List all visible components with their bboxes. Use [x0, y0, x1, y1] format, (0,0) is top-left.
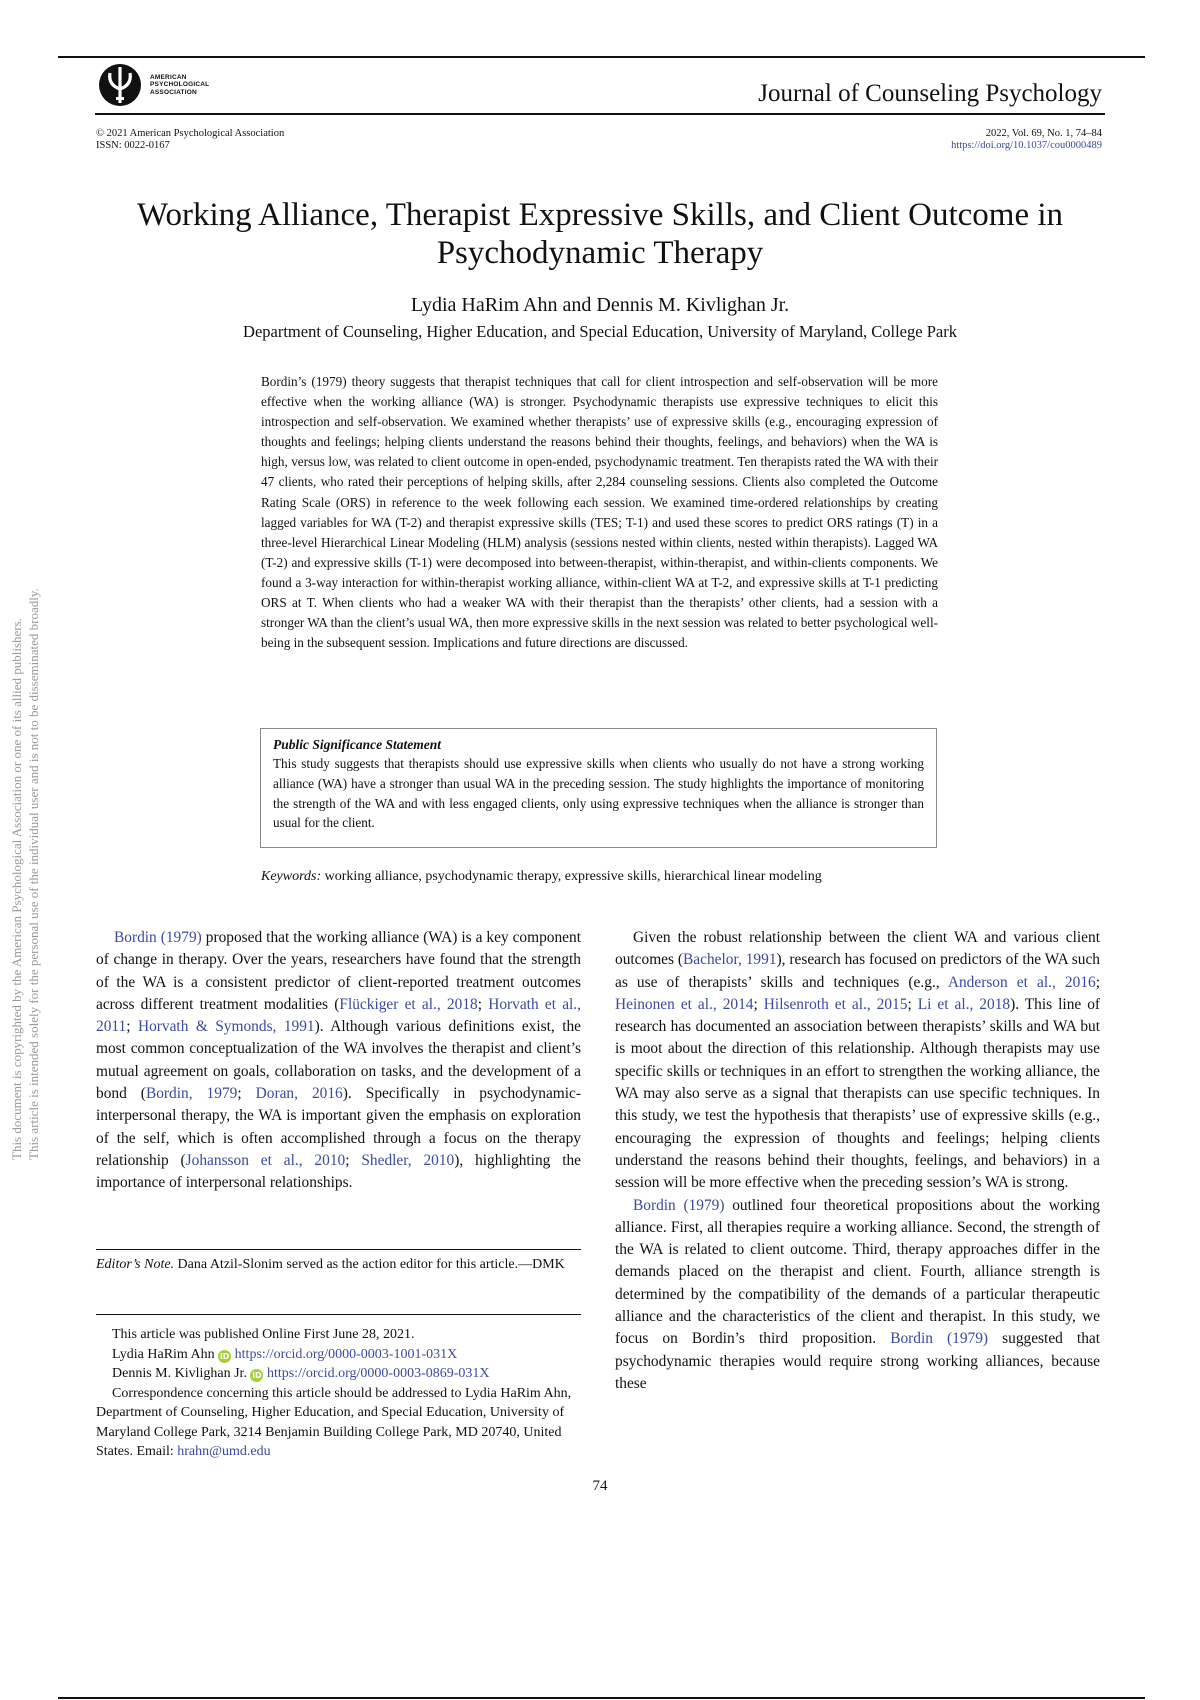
page-number: 74 — [592, 1478, 608, 1494]
header-rule — [95, 113, 1105, 115]
sidebar-line-2: This article is intended solely for the personal use of the individual user and is not to be disseminated broadly. — [26, 588, 41, 1160]
abstract: Bordin’s (1979) theory suggests that therapist techniques that call for client introspection and self-observation will be more effective when the working alliance (WA) is stronger. Psychodynamic therapists use expressive techniques to elicit this introspection and self-observation. We examined whether therapists’ use of expressive skills (e.g., encouraging expression of thoughts and feelings; helping clients understand the reasons behind their thoughts, feelings, and behaviors) when the WA is high, versus low, was related to client outcome in open-ended, psychodynamic treatment. Ten therapists rated the WA with their 47 clients, who rated their perceptions of helping skills, after 2,284 counseling sessions. Clients also completed the Outcome Rating Scale (ORS) in reference to the week following each session. We examined time-ordered relationships by creating lagged variables for WA (T-2) and therapist expressive skills (TES; T-1) and used these scores to predict ORS ratings (T) in a three-level Hierarchical Linear Modeling (HLM) analysis (sessions nested within clients, nested within therapists). Lagged WA (T-2) and expressive skills (T-1) were decomposed into between-therapist, within-therapist, and within-clients components. We found a 3-way interaction for within-therapist working alliance, within-client WA at T-2, and expressive skills at T-1 predicting ORS at T. When clients who had a weaker WA with their therapist than the therapists’ other clients, had a session with a stronger WA than the client’s usual WA, then more expressive skills in the next session was related to better psychological well-being in the subsequent session. Implications and future directions are discussed. — [261, 374, 938, 651]
article-title: Working Alliance, Therapist Expressive Skills, and Client Outcome in Psychodynamic Therapy — [136, 197, 1064, 271]
paragraph: Given the robust relationship between the client WA and various client outcomes (Bachelor, 1991), research has focused on predictors of the WA such as use of therapists’ skills and techniques (e.g., Anderson et al., 2016; Heinonen et al., 2014; Hilsenroth et al., 2015; Li et al., 2018). This line of research has documented an association between therapists’ skills and WA but is moot about the direction of this relationship. Although therapists may use specific skills or techniques in an effort to strengthen the working alliance, the WA may also serve as a signal that therapists can use specific techniques. In this study, we test the hypothesis that therapists’ use of expressive skills (e.g., encouraging the expression of thoughts and feelings; helping clients understand the reasons behind their thoughts, feelings, and behaviors) in a session will be more effective when the preceding session’s WA is strong. — [615, 929, 1101, 1192]
sidebar-line-1: This document is copyrighted by the American Psychological Association or one of its allied publishers. — [9, 618, 24, 1160]
citation-link[interactable]: Bordin (1979) — [633, 1196, 725, 1214]
citation-link[interactable]: Li et al., 2018 — [917, 995, 1011, 1013]
citation-link[interactable]: Bachelor, 1991 — [683, 951, 777, 969]
footnote-rule — [96, 1249, 581, 1250]
body-column-right — [615, 927, 1100, 1395]
keywords — [261, 869, 941, 885]
apa-logo — [96, 62, 236, 108]
paragraph: Bordin (1979) proposed that the working alliance (WA) is a key component of change in therapy. Over the years, researchers have found that the strength of the WA is a consistent predictor of client-reported treatment outcomes across different treatment modalities (Flückiger et al., 2018; Horvath et al., 2011; Horvath & Symonds, 1991). Although various definitions exist, the most common conceptualization of the WA involves the therapist and client’s mutual agreement on goals, collaboration on tasks, and the development of a bond (Bordin, 1979; Doran, 2016). Specifically in psychodynamic-interpersonal therapy, the WA is important given the emphasis on exploration of the self, which is often accomplished through a focus on the therapy relationship (Johansson et al., 2010; Shedler, 2010), highlighting the importance of interpersonal relationships. — [96, 929, 581, 1192]
apa-logo-text: AMERICAN PSYCHOLOGICAL ASSOCIATION — [150, 73, 210, 96]
volume-info-block — [951, 128, 1102, 152]
citation-link[interactable]: Bordin (1979) — [890, 1330, 989, 1348]
correspondence: Correspondence concerning this article should be addressed to Lydia HaRim Ahn, Department of Counseling, Higher Education, and Special Education, University of Maryland College Park, 3214 Benjamin Building College Park, MD 20740, United States. Email: hrahn@umd.edu — [96, 1385, 572, 1459]
editor-note-label: Editor’s Note. — [96, 1257, 175, 1272]
apa-emblem-icon — [96, 63, 144, 107]
public-significance-text: This study suggests that therapists should use expressive skills when clients who usually do not have a strong working alliance (WA) have a stronger than usual WA in the preceding session. The study highlights the importance of monitoring the strength of the WA and with less engaged clients, only using expressive techniques when the alliance is stronger than usual for the client. — [273, 756, 924, 831]
copyright-sidebar — [8, 588, 42, 1160]
email-link[interactable]: hrahn@umd.edu — [177, 1444, 271, 1459]
keywords-list: working alliance, psychodynamic therapy, expressive skills, hierarchical linear modeling — [324, 869, 822, 884]
orcid-icon: iD — [219, 1351, 230, 1361]
doi-link[interactable]: https://doi.org/10.1037/cou0000489 — [951, 140, 1102, 151]
copyright-line: © 2021 American Psychological Association — [96, 128, 285, 139]
citation-link[interactable]: Doran, 2016 — [255, 1085, 343, 1103]
citation-link[interactable]: Shedler, 2010 — [361, 1151, 455, 1169]
orcid-link[interactable]: https://orcid.org/0000-0003-1001-031X — [234, 1346, 458, 1362]
issn: ISSN: 0022-0167 — [96, 140, 170, 151]
public-significance-title: Public Significance Statement — [273, 737, 441, 752]
citation-link[interactable]: Johansson et al., 2010 — [185, 1151, 346, 1169]
author-orcid-2: Dennis M. Kivlighan Jr. iD https://orcid.org/0000-0003-0869-031X — [112, 1366, 490, 1381]
footnote-rule-2 — [96, 1314, 581, 1315]
page-bottom-rule — [58, 1697, 1145, 1699]
citation-link[interactable]: Horvath & Symonds, 1991 — [137, 1018, 315, 1036]
author-affiliation: Department of Counseling, Higher Education, and Special Education, University of Maryland, College Park — [243, 322, 957, 341]
paragraph: Bordin (1979) outlined four theoretical propositions about the working alliance. First, all therapies require a working alliance. Second, the strength of the WA is related to client outcome. Third, therapy approaches differ in the demands placed on the therapist and client. Fourth, alliance strength is determined by the compatibility of the demands of a particular therapeutic alliance and the characteristics of the client and therapist. In this study, we focus on Bordin’s third proposition. Bordin (1979) suggested that psychodynamic therapies would require strong working alliances, because these — [615, 1196, 1100, 1392]
volume-info: 2022, Vol. 69, No. 1, 74–84 — [985, 128, 1102, 139]
citation-link[interactable]: Bordin, 1979 — [145, 1085, 238, 1103]
citation-link[interactable]: Hilsenroth et al., 2015 — [763, 995, 908, 1013]
citation-link[interactable]: Heinonen et al., 2014 — [615, 995, 754, 1013]
citation-link[interactable]: Flückiger et al., 2018 — [339, 995, 478, 1013]
author-orcid-1: Lydia HaRim Ahn iD https://orcid.org/0000-0003-1001-031X — [112, 1346, 458, 1362]
public-significance-box — [260, 728, 937, 848]
published-date: This article was published Online First June 28, 2021. — [112, 1327, 415, 1342]
author-footnotes — [96, 1325, 581, 1462]
citation-link[interactable]: Horvath et al., 2011 — [96, 995, 581, 1036]
article-authors: Lydia HaRim Ahn and Dennis M. Kivlighan Jr. — [410, 294, 790, 316]
body-column-left — [96, 927, 581, 1195]
header-top-rule — [58, 56, 1145, 58]
copyright-info — [96, 128, 284, 152]
citation-link[interactable]: Bordin (1979) — [114, 929, 202, 946]
keywords-label: Keywords: — [261, 869, 322, 884]
citation-link[interactable]: Anderson et al., 2016 — [947, 973, 1096, 991]
editor-note: Editor’s Note. Dana Atzil-Slonim served as the action editor for this article.—DMK — [96, 1257, 565, 1272]
orcid-link[interactable]: https://orcid.org/0000-0003-0869-031X — [266, 1366, 490, 1381]
orcid-icon: iD — [252, 1371, 262, 1380]
journal-name: Journal of Counseling Psychology — [758, 80, 1102, 107]
